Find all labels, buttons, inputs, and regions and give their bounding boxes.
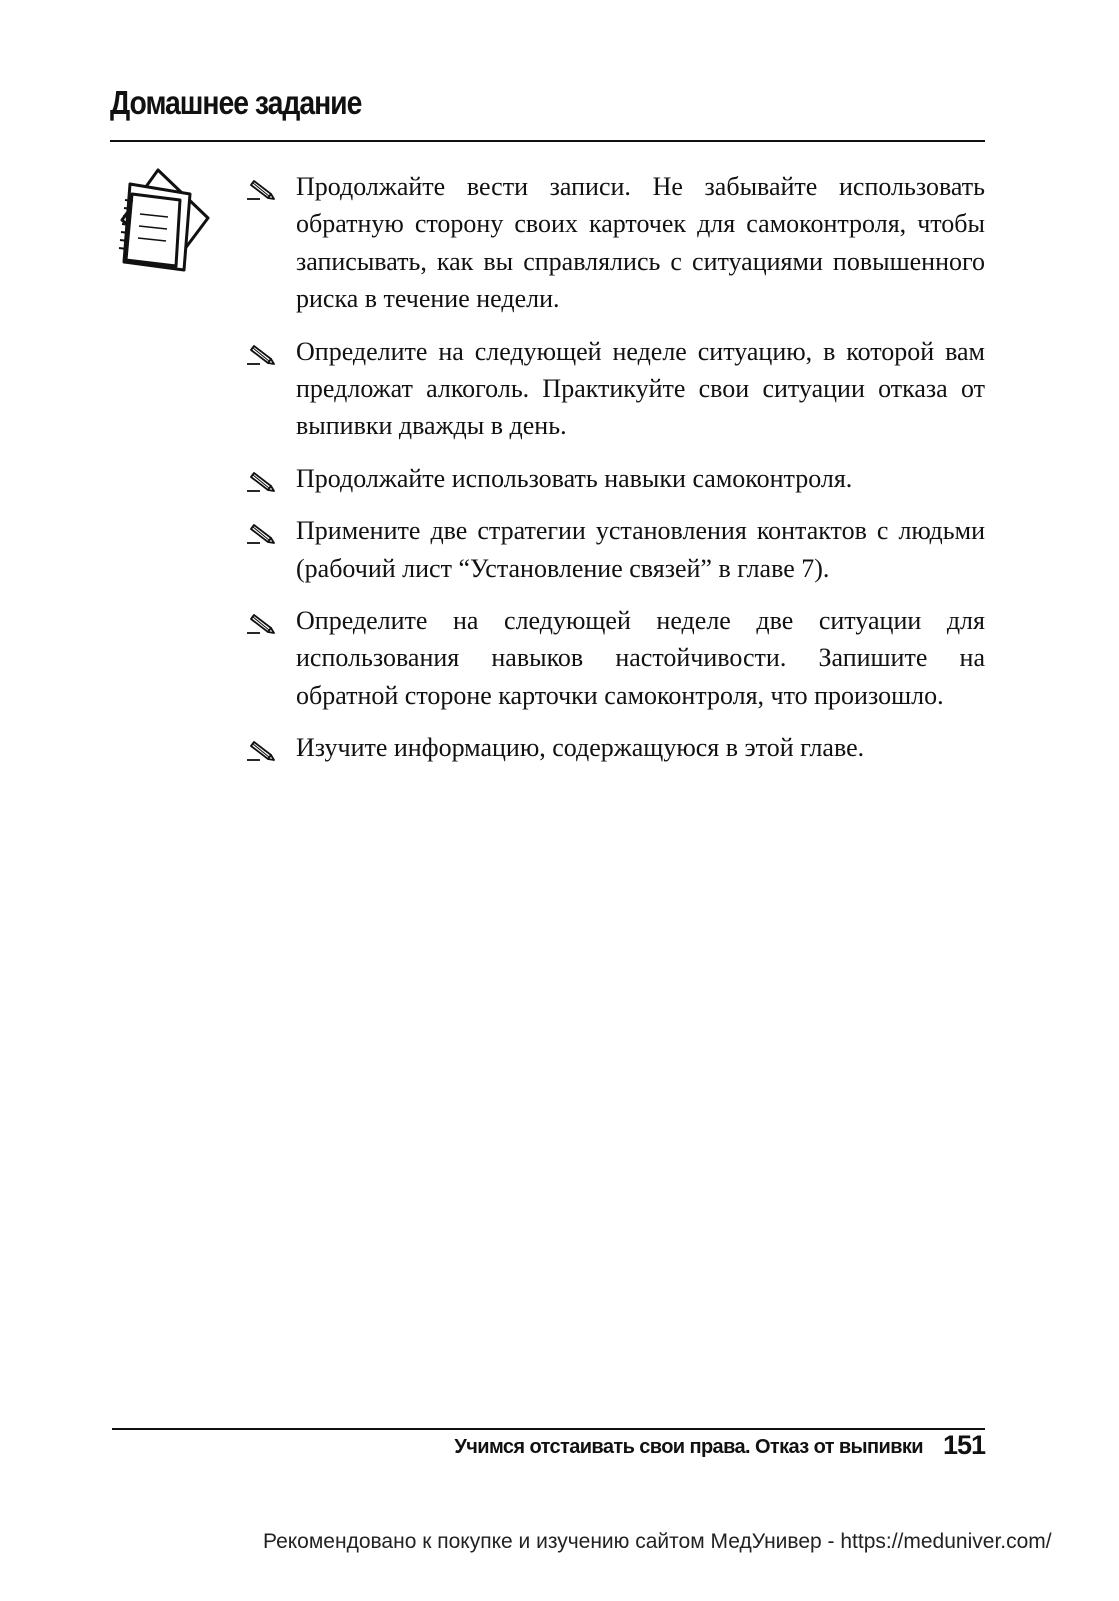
footer-rule	[112, 1428, 985, 1430]
pencil-icon	[245, 179, 275, 200]
list-item	[245, 168, 985, 318]
list-item	[245, 333, 985, 445]
task-text: Изучите информацию, содержащуюся в этой главе.	[296, 733, 865, 763]
list-item	[245, 729, 985, 766]
task-text: Примените две стратегии установления контактов с людьми (рабочий лист “Установление связей” в главе 7).	[296, 516, 985, 583]
task-text: Определите на следующей неделе две ситуации для использования навыков настойчивости. Запишите на обратной стороне карточки самоконтроля, что произошло.	[296, 606, 985, 710]
page-number: 151	[942, 1430, 985, 1460]
pencil-icon	[245, 471, 275, 492]
watermark-text: Рекомендовано к покупке и изучению сайтом МедУнивер - https://meduniver.com/	[263, 1530, 1052, 1553]
running-head: Учимся отстаивать свои права. Отказ от выпивки	[454, 1436, 923, 1458]
pencil-icon	[245, 523, 275, 544]
section-title: Домашнее задание	[110, 84, 362, 121]
pencil-icon	[245, 613, 275, 634]
task-text: Продолжайте использовать навыки самоконтроля.	[296, 463, 853, 493]
list-item	[245, 602, 985, 714]
pencil-icon	[245, 344, 275, 365]
task-text: Определите на следующей неделе ситуацию, в которой вам предложат алкоголь. Практикуйте свои ситуации отказа от выпивки дважды в день.	[296, 336, 985, 441]
top-rule	[110, 140, 985, 142]
list-item	[245, 460, 985, 497]
pencil-icon	[245, 740, 275, 761]
homework-list	[245, 168, 985, 782]
notebook-cards-icon	[108, 166, 212, 274]
list-item	[245, 512, 985, 587]
task-text: Продолжайте вести записи. Не забывайте использовать обратную сторону своих карточек для самоконтроля, чтобы записывать, как вы справлялись с ситуациями повышенного риска в течение недели.	[296, 172, 985, 314]
